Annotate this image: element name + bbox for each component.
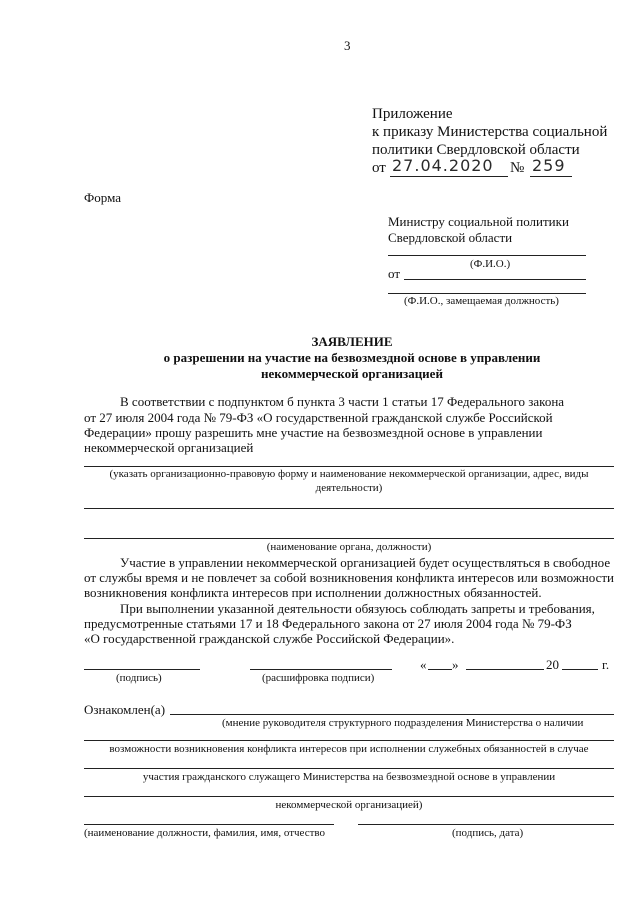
position-line[interactable]: [388, 293, 586, 294]
from-prefix: от: [388, 266, 401, 281]
form-label: Форма: [84, 190, 121, 205]
addressee-line1: Министру социальной политики: [388, 214, 569, 229]
opinion-caption-line3: участия гражданского служащего Министерства на безвозмездной основе в управлении: [142, 771, 556, 783]
body-position-caption: (наименование органа, должности): [266, 541, 432, 553]
document-title: ЗАЯВЛЕНИЕ: [311, 334, 393, 349]
decoding-caption: (расшифровка подписи): [262, 672, 375, 684]
appendix-line1: Приложение: [372, 106, 453, 122]
appendix-number-prefix: №: [510, 160, 525, 176]
acknowledged-line3[interactable]: [84, 768, 614, 769]
position-name-line[interactable]: [84, 824, 334, 825]
opinion-caption-line4: некоммерческой организацией): [275, 799, 423, 811]
date-underline: [390, 176, 508, 177]
date-open-quote: «: [420, 657, 427, 672]
para3-line2: предусмотренные статьями 17 и 18 Федерального закона от 27 июля 2004 года № 79-ФЗ: [84, 616, 572, 631]
para1-line4: некоммерческой организацией: [84, 440, 254, 455]
handwritten-number: 259: [532, 156, 566, 175]
organization-line2[interactable]: [84, 508, 614, 509]
appendix-line3: политики Свердловской области: [372, 142, 580, 158]
handwritten-date: 27.04.2020: [392, 156, 494, 175]
organization-caption-line2: деятельности): [315, 482, 383, 494]
fio-caption: (Ф.И.О.): [470, 258, 511, 270]
date-year-line[interactable]: [562, 669, 598, 670]
page-number: 3: [344, 38, 351, 53]
addressee-line2: Свердловской области: [388, 230, 513, 245]
from-line[interactable]: [404, 279, 586, 280]
acknowledged-line1[interactable]: [170, 714, 614, 715]
body-position-line[interactable]: [84, 538, 614, 539]
footer-caption-right: (подпись, дата): [452, 827, 524, 839]
footer-caption-left: (наименование должности, фамилия, имя, отчество: [84, 827, 326, 839]
organization-caption-line1: (указать организационно-правовую форму и наименование некоммерческой организации, адрес, виды: [109, 468, 589, 480]
para2-line1: Участие в управлении некоммерческой организацией будет осуществляться в свободное: [120, 555, 611, 570]
para1-line1: В соответствии с подпунктом б пункта 3 части 1 статьи 17 Федерального закона: [120, 394, 565, 409]
opinion-caption-line2: возможности возникновения конфликта интересов при исполнении служебных обязанностей в случае: [109, 743, 589, 755]
appendix-date-prefix: от: [372, 160, 386, 176]
signature-date-line[interactable]: [358, 824, 614, 825]
signature-decoding-line[interactable]: [250, 669, 392, 670]
document-subtitle-line1: о разрешении на участие на безвозмездной основе в управлении: [163, 350, 541, 365]
signature-caption: (подпись): [116, 672, 162, 684]
fio-line[interactable]: [388, 255, 586, 256]
date-year-suffix: г.: [602, 657, 610, 672]
para2-line3: возникновения конфликта интересов при исполнении должностных обязанностей.: [84, 585, 542, 600]
document-subtitle-line2: некоммерческой организацией: [261, 366, 443, 381]
para1-line3: Федерации» прошу разрешить мне участие на безвозмездной основе в управлении: [84, 425, 543, 440]
opinion-caption-line1: (мнение руководителя структурного подразделения Министерства о наличии: [222, 717, 584, 729]
from-caption: (Ф.И.О., замещаемая должность): [404, 295, 559, 307]
date-year-prefix: 20: [546, 657, 559, 672]
date-close-quote: »: [452, 657, 459, 672]
date-month-line[interactable]: [466, 669, 544, 670]
acknowledged-line2[interactable]: [84, 740, 614, 741]
para1-line2: от 27 июля 2004 года № 79-ФЗ «О государственной гражданской службе Российской: [84, 410, 553, 425]
para3-line3: «О государственной гражданской службе Российской Федерации».: [84, 631, 455, 646]
para3-line1: При выполнении указанной деятельности обязуюсь соблюдать запреты и требования,: [120, 601, 595, 616]
acknowledged-label: Ознакомлен(а): [84, 702, 166, 717]
acknowledged-line4[interactable]: [84, 796, 614, 797]
appendix-line2: к приказу Министерства социальной: [372, 124, 608, 140]
number-underline: [530, 176, 572, 177]
signature-line[interactable]: [84, 669, 200, 670]
para2-line2: от службы время и не повлечет за собой возникновения конфликта интересов или возможности: [84, 570, 614, 585]
organization-line[interactable]: [84, 466, 614, 467]
date-day-line[interactable]: [428, 669, 452, 670]
